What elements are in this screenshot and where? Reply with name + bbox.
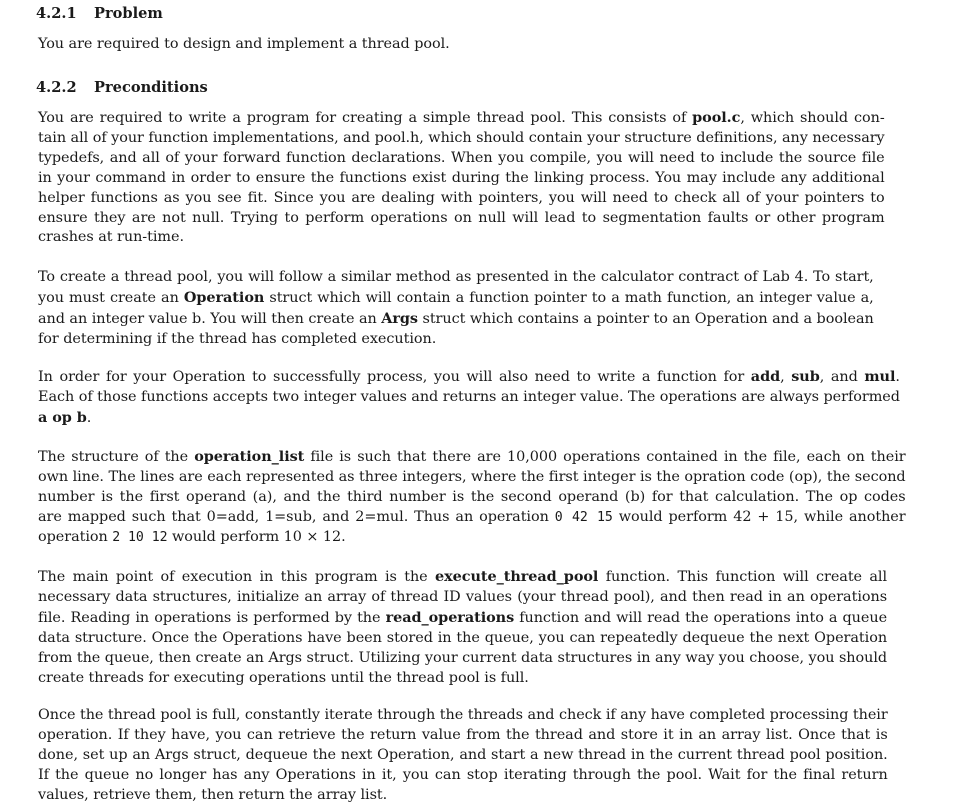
text-line: You are required to write a program for creating a simple thread pool. This consists of pool.c, which should con- [38,109,885,126]
text-line: own line. The lines are each represented as three integers, where the first integer is the opration code (op), the second [38,468,906,485]
text-line: done, set up an Args struct, dequeue the next Operation, and start a new thread in the current thread pool position. [38,746,888,763]
section-number: 4.2.2 [36,79,77,96]
bold-term: mul [864,368,896,385]
bold-term: execute_thread_pool [435,568,599,585]
text-line: If the queue no longer has any Operations in it, you can stop iterating through the pool. Wait for the final return [38,766,888,783]
text-line: operation. If they have, you can retrieve the return value from the thread and store it in an array list. Once that is [38,726,888,743]
text-line: from the queue, then create an Args struct. Utilizing your current data structures in any way you choose, you should [38,649,888,666]
text-line: a op b. [38,408,92,426]
text-line: In order for your Operation to successfully process, you will also need to write a function for add, sub, and mul. [38,368,900,385]
text-line: The structure of the operation_list file is such that there are 10,000 operations contained in the file, each on their [38,448,906,465]
bold-term: sub [791,368,820,385]
text-line: helper functions as you see fit. Since you are dealing with pointers, you will need to check all of your pointers to [38,189,885,206]
section-number: 4.2.1 [36,5,77,22]
text-line: operation 2 10 12 would perform 10 × 12. [38,528,346,545]
section-title: Preconditions [94,79,208,96]
paragraph [38,108,885,248]
section-heading-problem [38,5,163,23]
text-line: You are required to design and implement a thread pool. [38,36,450,52]
code-snippet: 0 42 15 [554,509,613,525]
text-line: are mapped such that 0=add, 1=sub, and 2=mul. Thus an operation 0 42 15 would perform 42 + 15, while another [38,508,906,525]
text-line: tain all of your function implementations, and pool.h, which should contain your structure definitions, any necessary [38,129,885,146]
paragraph [38,35,450,55]
text-line: data structure. Once the Operations have been stored in the queue, you can repeatedly dequeue the next Operation [38,629,888,646]
text-line: in your command in order to ensure the functions exist during the linking process. You may include any additional [38,169,885,186]
code-snippet: 2 10 12 [112,529,168,545]
text-line: for determining if the thread has completed execution. [38,330,437,347]
text-line: values, retrieve them, then return the array list. [38,786,388,803]
text-line: create threads for executing operations until the thread pool is full. [38,669,529,686]
bold-term: add [750,368,781,385]
bold-term: pool.c [692,109,741,126]
bold-term: a op b [38,408,87,426]
paragraph [38,567,887,688]
bold-term: Args [381,309,418,327]
text-line: ensure they are not null. Trying to perform operations on null will lead to segmentation faults or other program [38,209,885,226]
text-line: The main point of execution in this program is the execute_thread_pool function. This function will create all [38,568,888,585]
text-line: number is the first operand (a), and the third number is the second operand (b) for that calculation. The op codes [38,488,906,505]
bold-term: operation_list [194,448,305,465]
text-line: typedefs, and all of your forward function declarations. When you compile, you will need to include the source file [38,149,885,166]
text-line: necessary data structures, initialize an array of thread ID values (your thread pool), and then read in an operations [38,588,888,605]
text-line: you must create an Operation struct which will contain a function pointer to a math function, an integer value a, [38,288,874,306]
paragraph [38,706,888,806]
section-title: Problem [94,5,163,22]
text-line: Each of those functions accepts two integer values and returns an integer value. The operations are always performed [38,388,900,405]
text-line: Once the thread pool is full, constantly iterate through the threads and check if any have completed processing their [38,707,888,723]
text-line: and an integer value b. You will then create an Args struct which contains a pointer to an Operation and a boolean [38,309,874,327]
text-line: crashes at run-time. [38,229,184,246]
paragraph [38,447,906,548]
paragraph [38,367,900,429]
bold-term: Operation [183,288,265,306]
bold-term: read_operations [385,608,515,626]
text-line: To create a thread pool, you will follow a similar method as presented in the calculator contract of Lab 4. To start, [38,269,874,285]
text-line: file. Reading in operations is performed by the read_operations function and will read the operations into a queue [38,608,888,626]
paragraph [38,268,874,350]
section-heading-preconditions [38,79,208,97]
